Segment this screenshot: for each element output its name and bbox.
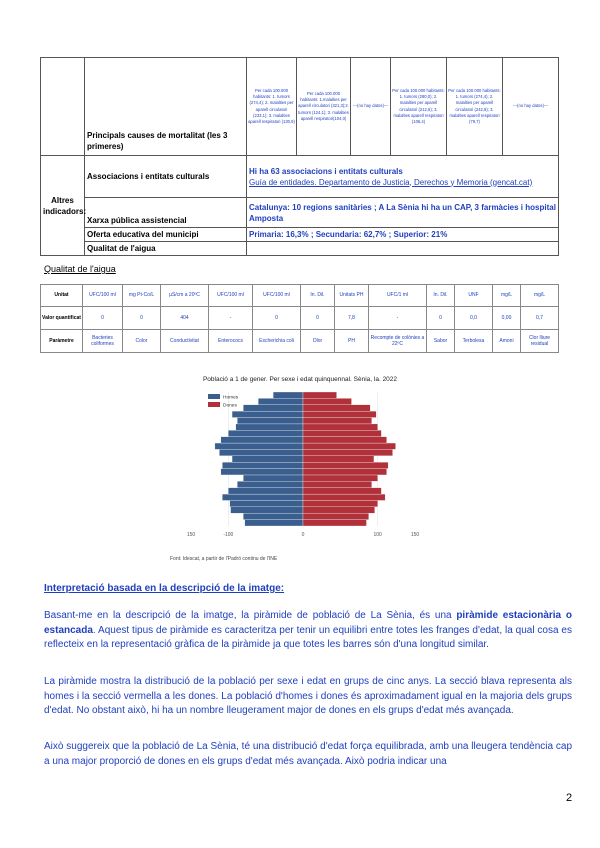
bar-women-10-14 xyxy=(303,507,375,513)
unit-cell: UFC/1 ml xyxy=(369,285,427,307)
bar-men-65-69 xyxy=(221,437,303,443)
bar-men-25-29 xyxy=(228,488,303,494)
parameter-cell: Clor lliure residual xyxy=(521,330,559,353)
values-row xyxy=(41,307,559,330)
x-tick-label: 150 xyxy=(186,532,196,538)
bar-men-95-99 xyxy=(258,398,303,404)
bar-men-45-49 xyxy=(222,462,303,468)
mortality-cell-1: Per cada 100.000 habitants: 1. tumors (274,4); 2. malalties per aparell circulatori (233,1); 3. malalties aparell respiratori (130,9) xyxy=(247,58,297,156)
education-value: Primaria: 16,3% ; Secundaria: 62,7% ; Superior: 21% xyxy=(247,228,559,242)
unit-cell: In. Dil. xyxy=(427,285,455,307)
bar-women-90-94 xyxy=(303,405,370,411)
bar-women-40-44 xyxy=(303,469,387,475)
value-cell: 0,00 xyxy=(493,307,521,330)
unit-cell: mg/L xyxy=(493,285,521,307)
bar-women-0-4 xyxy=(303,520,366,526)
parameter-cell: Amoni xyxy=(493,330,521,353)
unit-cell: µS/cm a 20ºC xyxy=(161,285,209,307)
parameter-cell: Escherichia coli xyxy=(253,330,301,353)
associations-count: Hi ha 63 associacions i entitats culturals xyxy=(249,166,403,176)
education-label: Oferta educativa del municipi xyxy=(85,228,247,242)
bar-women-5-9 xyxy=(303,513,369,519)
paragraph-1-end: . Aquest tipus de piràmide es caracteritza per tenir un equilibri entre totes les franges d'edat, la qual cosa es reflecteix en la representació gràfica de la piràmide ja que totes les barres són d'una longitud similar. xyxy=(44,624,572,651)
bar-men-0-4 xyxy=(245,520,303,526)
bar-men-90-94 xyxy=(243,405,303,411)
blank-side-cell xyxy=(41,58,85,156)
legend-swatch xyxy=(208,402,220,407)
bar-men-10-14 xyxy=(231,507,303,513)
bar-men-70-74 xyxy=(228,430,303,436)
bar-men-30-34 xyxy=(237,481,303,487)
bar-men-40-44 xyxy=(221,469,303,475)
values-row-label: Valor quantificat xyxy=(41,307,83,330)
parameter-cell: Recompte de colònies a 22ºC xyxy=(369,330,427,353)
mortality-cell-2: Per cada 100.000 habitants: 1.malalties per aparell circulatori (321,3);2. tumors (124,1); 3. malalties aparell respiratori(104,0) xyxy=(297,58,351,156)
chart-title: Població a 1 de gener. Per sexe i edat quinquennal. Sènia, la. 2022 xyxy=(202,376,398,383)
value-cell: - xyxy=(369,307,427,330)
legend-label: Dones xyxy=(223,403,237,409)
parameter-cell: Color xyxy=(123,330,161,353)
value-cell: 404 xyxy=(161,307,209,330)
bar-women-85-89 xyxy=(303,411,376,417)
bar-men-5-9 xyxy=(243,513,303,519)
other-indicators-label: Altres indicadors: xyxy=(41,156,85,256)
x-tick-label: 100 xyxy=(373,532,382,538)
associations-label: Associacions i entitats culturals xyxy=(85,156,247,198)
value-cell: 7,8 xyxy=(335,307,369,330)
paragraph-1 xyxy=(44,609,572,653)
bar-men-55-59 xyxy=(219,449,303,455)
units-row-label: Unitat xyxy=(41,285,83,307)
parameter-cell: Bacteries coliformes xyxy=(83,330,123,353)
bar-men-60-64 xyxy=(215,443,303,449)
bar-women-45-49 xyxy=(303,462,388,468)
parameter-cell: Conductivitat xyxy=(161,330,209,353)
parameter-cell: Olor xyxy=(301,330,335,353)
chart-source: Font: Idescat, a partir de l'Padró continu de l'INE xyxy=(170,556,278,562)
unit-cell: In. Dil. xyxy=(301,285,335,307)
parameter-cell: Sabor xyxy=(427,330,455,353)
bar-women-70-74 xyxy=(303,430,381,436)
water-quality-row-label: Qualitat de l'aigua xyxy=(85,242,247,256)
bar-women-30-34 xyxy=(303,481,372,487)
paragraph-2: La piràmide mostra la distribució de la població per sexe i edat en grups de cinc anys. La secció blava representa als homes i la secció vermella a les dones. La població d'homes i dones és aproximadament igual en la majoria dels grups d'edat. No obstant això, hi ha un nombre lleugerament major de dones en els grups d'edat més avançada. xyxy=(44,676,572,717)
x-tick-label: 150 xyxy=(410,532,420,538)
bar-women-50-54 xyxy=(303,456,374,462)
value-cell: 0 xyxy=(253,307,301,330)
associations-link[interactable]: Guía de entidades. Departamento de Justicia, Derechos y Memoria (gencat.cat) xyxy=(249,177,533,187)
mortality-cell-4: Per cada 100.000 habitants: 1. tumors (280,0); 2. malalties per aparell circulatori (212,6); 3. malalties aparell respiratori (106,4) xyxy=(391,58,447,156)
page-number: 2 xyxy=(566,792,573,804)
bar-men-80-84 xyxy=(237,418,303,424)
unit-cell: Unitats PH xyxy=(335,285,369,307)
bar-women-95-99 xyxy=(303,398,352,404)
bar-women-65-69 xyxy=(303,437,387,443)
mortality-label: Principals causes de mortalitat (les 3 primeres) xyxy=(85,58,247,156)
bar-women-100+ xyxy=(303,392,337,398)
legend-label: Homes xyxy=(223,395,239,401)
unit-cell: UNF xyxy=(455,285,493,307)
bar-men-35-39 xyxy=(243,475,303,481)
mortality-cell-6: ---(no hay datos)--- xyxy=(503,58,559,156)
units-row xyxy=(41,285,559,307)
parameter-cell: Terbolesa xyxy=(455,330,493,353)
x-tick-label: 0 xyxy=(301,532,305,538)
pyramid-type-highlight: piràmide estacionària o estancada xyxy=(44,610,572,636)
bar-men-85-89 xyxy=(232,411,303,417)
health-network-value: Catalunya: 10 regions sanitàries ; A La Sènia hi ha un CAP, 3 farmàcies i hospital Amposta xyxy=(247,198,559,228)
unit-cell: UFC/100 ml xyxy=(253,285,301,307)
mortality-cell-3: ---(no hay datos)--- xyxy=(351,58,391,156)
paragraph-3: Això suggereix que la població de La Sènia, té una distribució d'edat força equilibrada, amb una lleugera tendència cap a una major proporció de dones en els grups d'edat més avançada. Això podria indicar una xyxy=(44,741,572,767)
bar-women-35-39 xyxy=(303,475,378,481)
bar-women-75-79 xyxy=(303,424,378,430)
associations-value xyxy=(247,156,559,198)
water-quality-table xyxy=(40,284,559,353)
parameter-cell: PH xyxy=(335,330,369,353)
unit-cell: UFC/100 ml xyxy=(209,285,253,307)
legend-swatch xyxy=(208,394,220,399)
bar-men-20-24 xyxy=(222,494,303,500)
unit-cell: mg Pt-Co/L xyxy=(123,285,161,307)
value-cell: 0 xyxy=(83,307,123,330)
indicators-table xyxy=(40,57,559,256)
value-cell: 0 xyxy=(427,307,455,330)
bar-men-100+ xyxy=(273,392,303,398)
value-cell: - xyxy=(209,307,253,330)
mortality-cell-5: Per cada 100.000 habitants: 1. tumors (274,4); 2. malalties per aparell circulatori (242,8); 3. malalties aparell respiratori (79,7) xyxy=(447,58,503,156)
unit-cell: mg/L xyxy=(521,285,559,307)
interpretation-heading: Interpretació basada en la descripció de la imatge: xyxy=(44,583,285,594)
parameters-row-label: Paràmetre xyxy=(41,330,83,353)
paragraph-1-start: Basant-me en la descripció de la imatge, la piràmide de població de La Sènia, és una xyxy=(44,610,457,621)
parameters-row xyxy=(41,330,559,353)
bar-women-15-19 xyxy=(303,500,378,506)
bar-men-75-79 xyxy=(236,424,303,430)
bar-women-55-59 xyxy=(303,449,393,455)
water-quality-row-value xyxy=(247,242,559,256)
value-cell: 0,0 xyxy=(455,307,493,330)
water-quality-title: Qualitat de l'aigua xyxy=(44,264,116,274)
value-cell: 0 xyxy=(123,307,161,330)
bar-women-60-64 xyxy=(303,443,396,449)
x-tick-label: -100 xyxy=(223,532,234,538)
bar-women-25-29 xyxy=(303,488,381,494)
value-cell: 0 xyxy=(301,307,335,330)
bar-men-50-54 xyxy=(232,456,303,462)
parameter-cell: Enterococs xyxy=(209,330,253,353)
bar-men-15-19 xyxy=(230,500,303,506)
value-cell: 0,7 xyxy=(521,307,559,330)
unit-cell: UFC/100 ml xyxy=(83,285,123,307)
population-pyramid-chart xyxy=(170,386,430,554)
bar-women-20-24 xyxy=(303,494,385,500)
health-network-label: Xarxa pública assistencial xyxy=(85,198,247,228)
bar-women-80-84 xyxy=(303,418,372,424)
